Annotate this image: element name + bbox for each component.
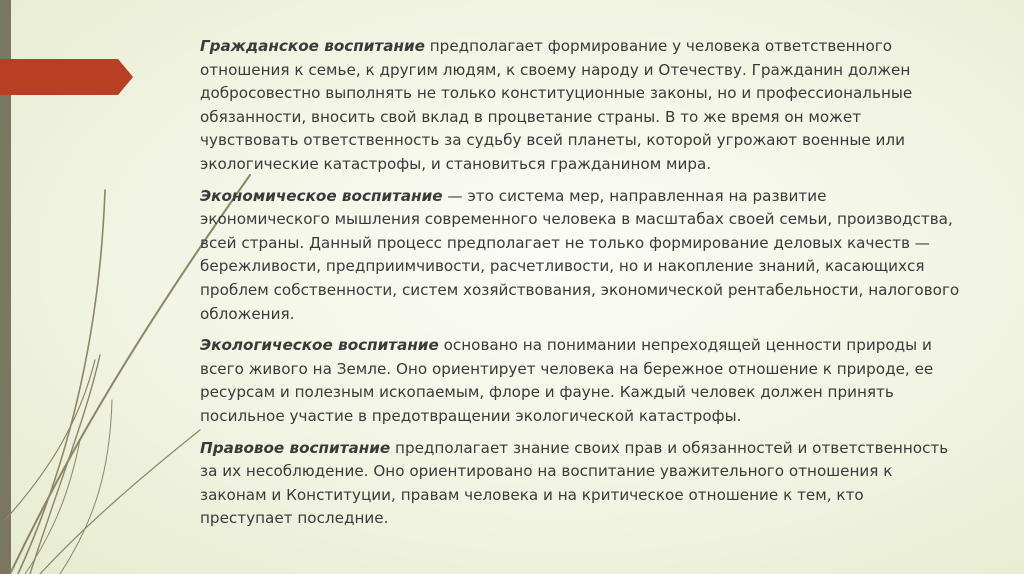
paragraph-ecological-text: основано на понимании непреходящей ценности природы и всего живого на Земле. Оно ориентирует человека на бережное отношение к природе, ее ресурсам и полезным ископаемым, флоре и фауне. Каждый человек должен принять посильное участие в предотвращении экологической катастрофы. <box>200 336 934 425</box>
term-legal-education: Правовое воспитание <box>200 438 391 457</box>
paragraph-economic-education <box>200 185 960 327</box>
term-economic-education: Экономическое воспитание <box>200 186 443 205</box>
paragraph-legal-education <box>200 437 960 531</box>
term-ecological-education: Экологическое воспитание <box>200 336 439 355</box>
paragraph-civic-text: предполагает формирование у человека ответственного отношения к семье, к другим людям, к своему народу и Отечеству. Гражданин должен добросовестно выполнять не только конституционные законы, но и профессиональные обязанности, вносить свой вклад в процветание страны. В то же время он может чувствовать ответственность за судьбу всей планеты, которой угрожают военные или экологические катастрофы, и становиться гражданином мира. <box>200 37 913 173</box>
term-civic-education: Гражданское воспитание <box>200 37 425 55</box>
paragraph-economic-text: — это система мер, направленная на развитие экономического мышления современного человека в масштабах своей семьи, производства, всей страны. Данный процесс предполагает не только формирование деловых качеств — бережливости, предприимчивости, расчетливости, но и накопление знаний, касающихся проблем собственности, систем хозяйствования, экономической рентабельности, налогового обложения. <box>200 186 960 323</box>
paragraph-legal-text: предполагает знание своих прав и обязанностей и ответственность за их несоблюдение. Оно ориентировано на воспитание уважительного отношения к законам и Конституции, правам человека и на критическое отношение к тем, кто преступает последние. <box>200 438 949 528</box>
paragraph-ecological-education <box>200 334 960 428</box>
text-content <box>200 35 960 539</box>
paragraph-civic-education <box>200 35 960 177</box>
